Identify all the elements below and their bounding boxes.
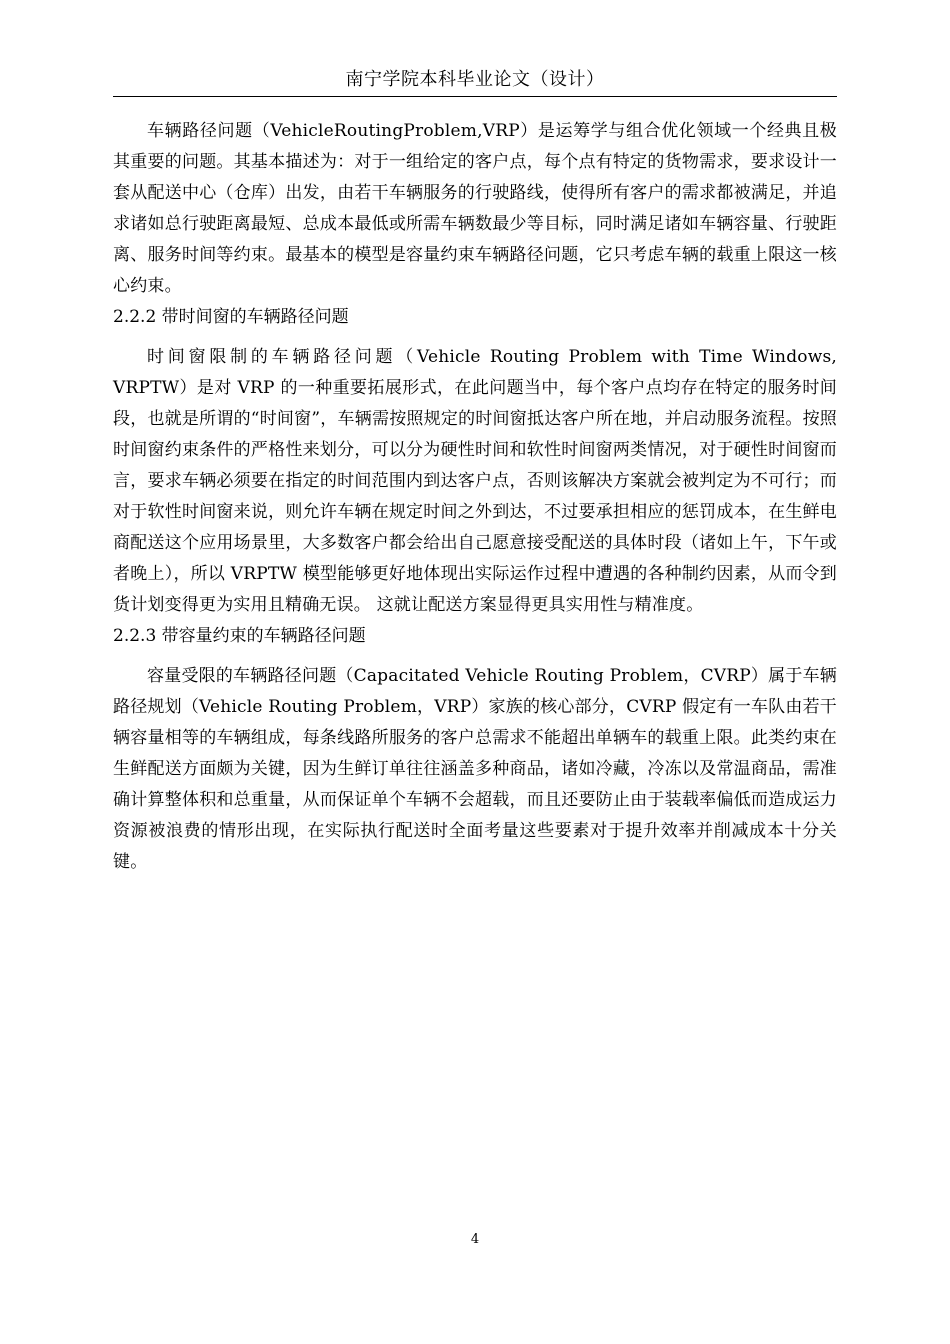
paragraph-vrptw: 时间窗限制的车辆路径问题（Vehicle Routing Problem with Time Windows, VRPTW）是对 VRP 的一种重要拓展形式，在此问题当中，每个客户点均存在特定的服务时间段，也就是所谓的“时间窗”，车辆需按照规定的时间窗抵达客户所在地，并启动服务流程。按照时间窗约束条件的严格性来划分，可以分为硬性时间和软性时间窗两类情况，对于硬性时间窗而言，要求车辆必须要在指定的时间范围内到达客户点，否则该解决方案就会被判定为不可行；而对于软性时间窗来说，则允许车辆在规定时间之外到达，不过要承担相应的惩罚成本，在生鲜电商配送这个应用场景里，大多数客户都会给出自己愿意接受配送的具体时段（诸如上午，下午或者晚上），所以 VRPTW 模型能够更好地体现出实际运作过程中遭遇的各种制约因素，从而令到货计划变得更为实用且精确无误。 这就让配送方案显得更具实用性与精准度。 (113, 347, 837, 615)
section-heading-2-2-3: 2.2.3 带容量约束的车辆路径问题 (113, 626, 366, 646)
header-rule (113, 96, 837, 97)
paragraph-cvrp: 容量受限的车辆路径问题（Capacitated Vehicle Routing Problem，CVRP）属于车辆路径规划（Vehicle Routing Problem，VRP）家族的核心部分，CVRP 假定有一车队由若干辆容量相等的车辆组成，每条线路所服务的客户总需求不能超出单辆车的载重上限。此类约束在生鲜配送方面颇为关键，因为生鲜订单往往涵盖多种商品，诸如冷藏，冷冻以及常温商品，需准确计算整体积和总重量，从而保证单个车辆不会超载，而且还要防止由于装载率偏低而造成运力资源被浪费的情形出现，在实际执行配送时全面考量这些要素对于提升效率并削减成本十分关键。 (113, 666, 837, 872)
page-content (113, 116, 837, 878)
paragraph-vrp-intro: 车辆路径问题（VehicleRoutingProblem,VRP）是运筹学与组合优化领域一个经典且极其重要的问题。其基本描述为：对于一组给定的客户点，每个点有特定的货物需求，要求设计一套从配送中心（仓库）出发，由若干车辆服务的行驶路线，使得所有客户的需求都被满足，并追求诸如总行驶距离最短、总成本最低或所需车辆数最少等目标，同时满足诸如车辆容量、行驶距离、服务时间等约束。最基本的模型是容量约束车辆路径问题，它只考虑车辆的载重上限这一核心约束。 (113, 121, 837, 296)
section-heading-2-2-2: 2.2.2 带时间窗的车辆路径问题 (113, 307, 349, 327)
page-number: 4 (470, 1232, 480, 1247)
page-header: 南宁学院本科毕业论文（设计） (345, 69, 605, 90)
